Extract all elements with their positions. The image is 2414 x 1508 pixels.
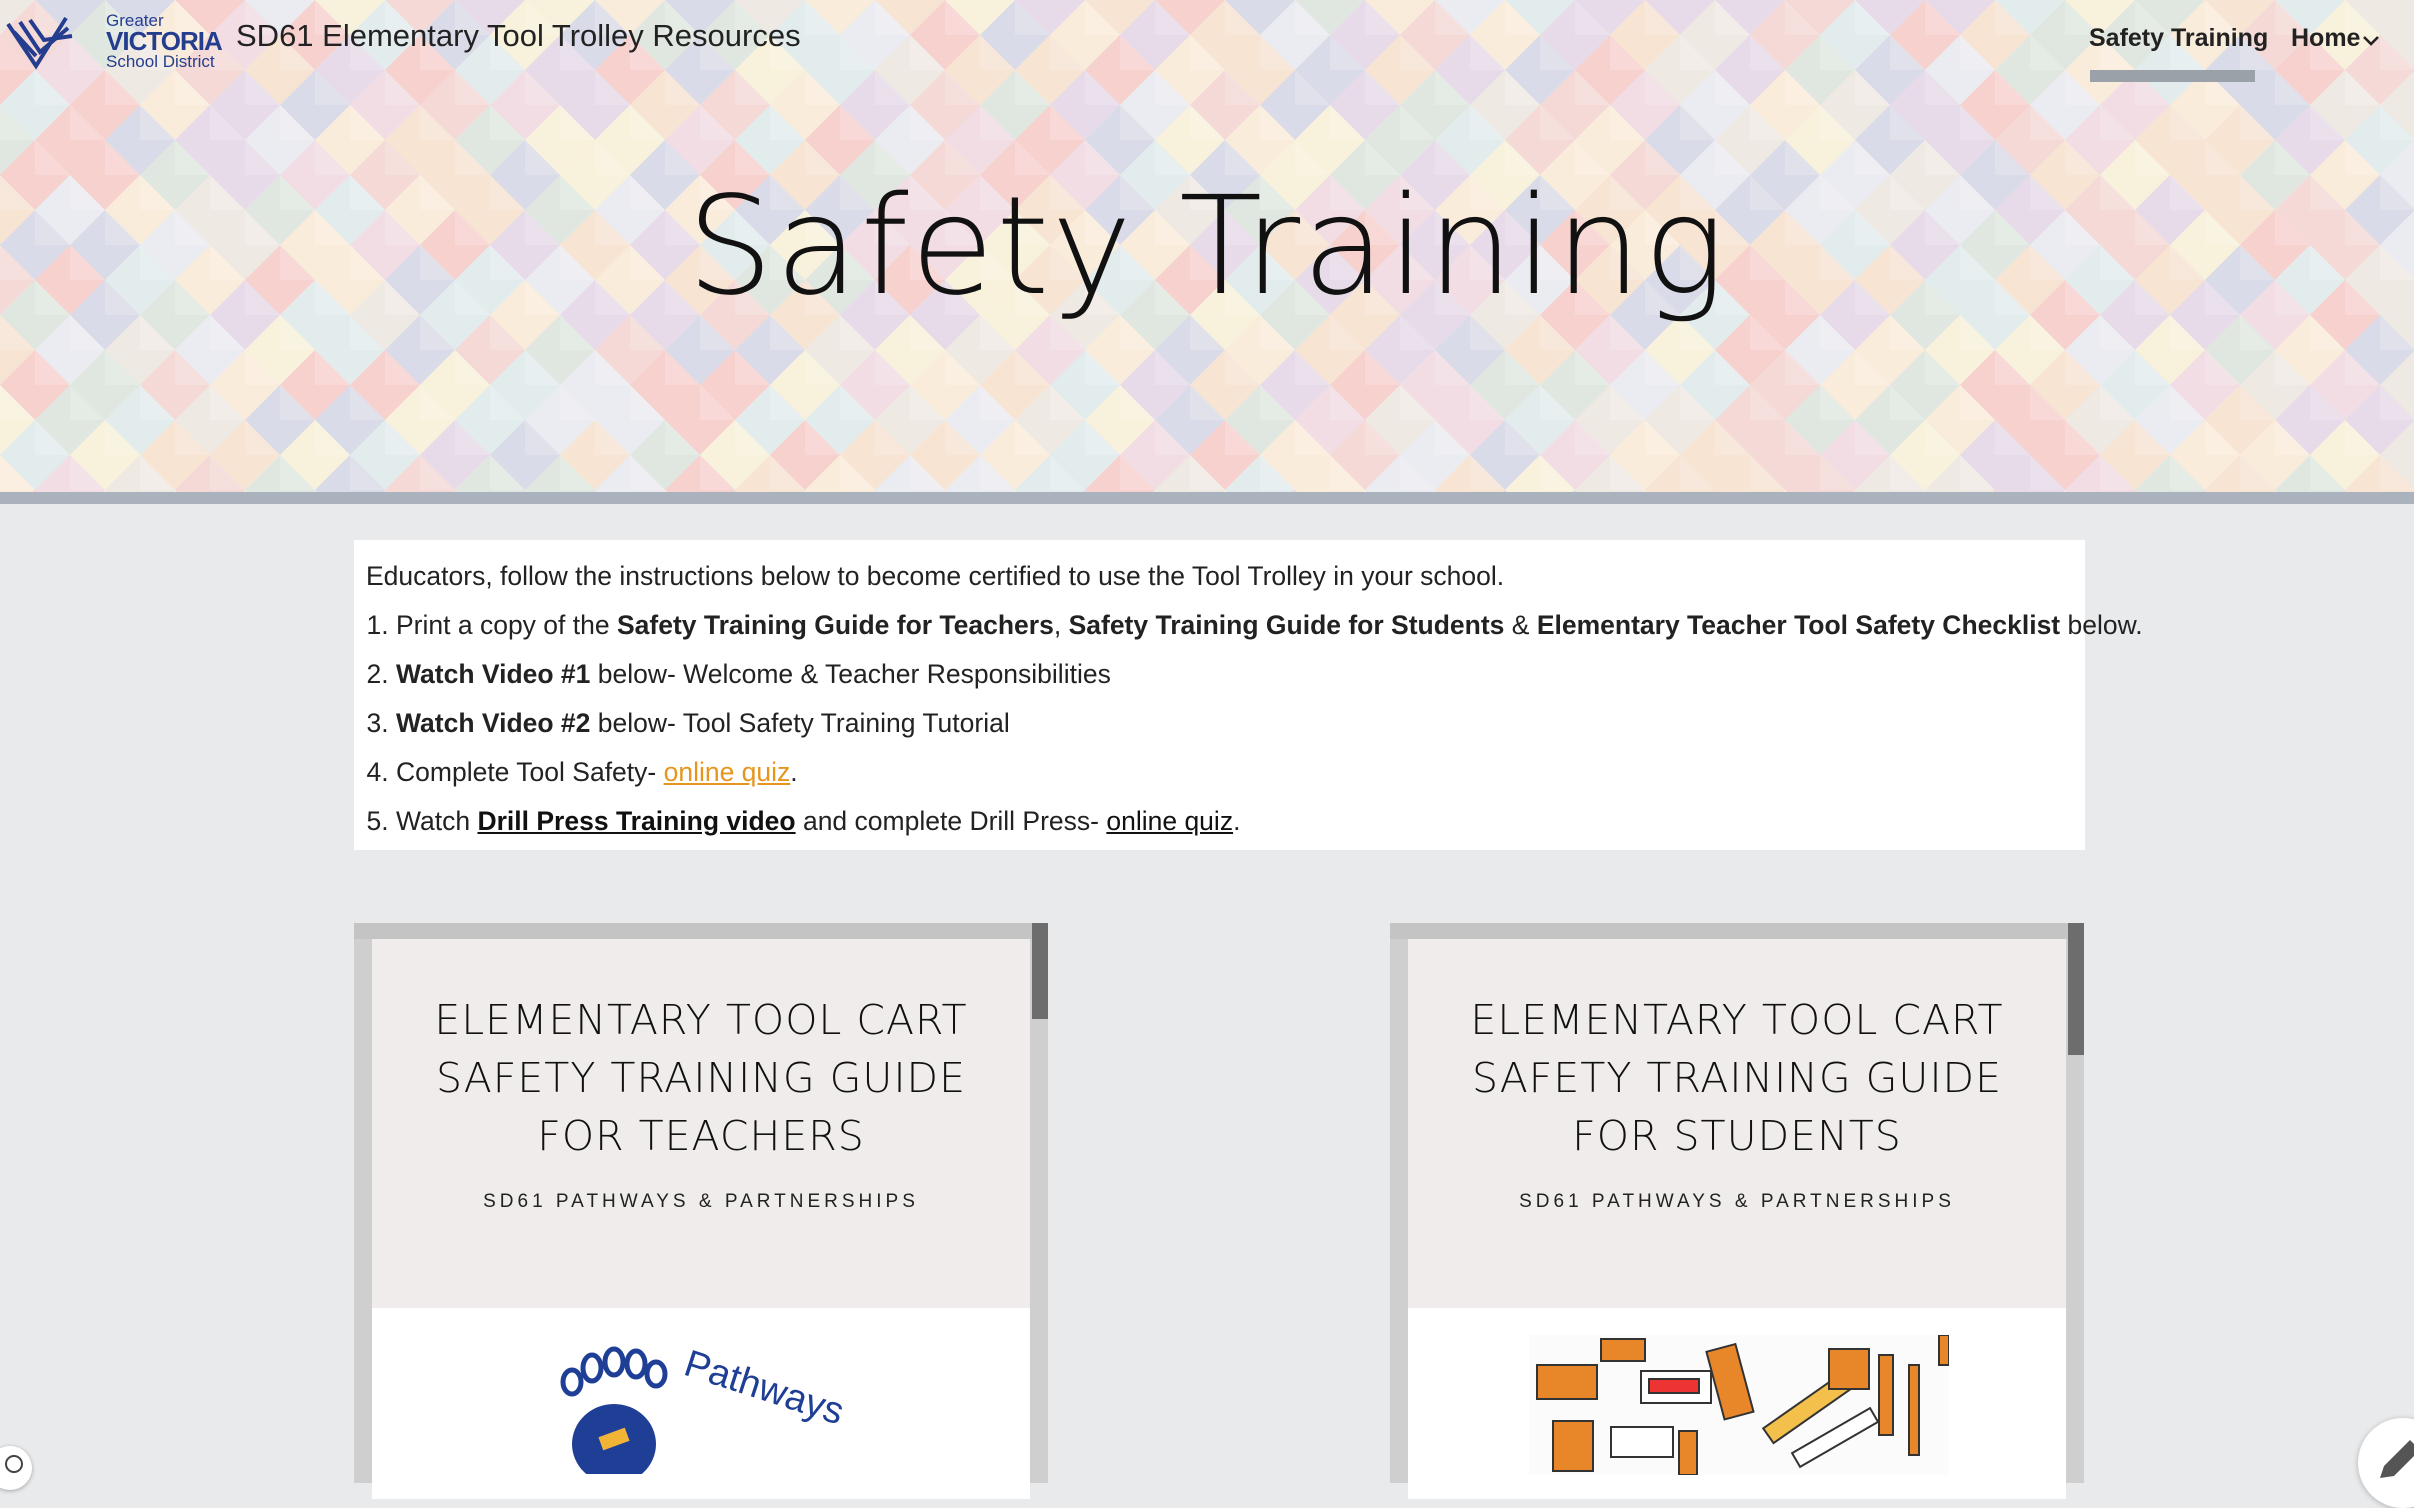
edit-button[interactable] [2358,1418,2414,1508]
step1-doc-teachers: Safety Training Guide for Teachers [616,610,1054,640]
step4-prefix: Complete Tool Safety- [396,757,664,787]
step1-doc-checklist: Elementary Teacher Tool Safety Checklist [1536,610,2061,640]
logo-line-2: VICTORIA [106,26,222,56]
document-cover [1408,939,2066,1308]
document-page [372,939,1030,1499]
step3-rest: below- Tool Safety Training Tutorial [590,708,1010,738]
instruction-step-1 [396,601,2143,650]
instruction-step-3 [396,699,2073,748]
document-title-line-2: SAFETY TRAINING GUIDE [1471,1054,2003,1102]
document-subtitle: SD61 PATHWAYS & PARTNERSHIPS [1519,1191,1955,1212]
step1-sep2: & [1504,610,1537,640]
instructions-list [366,601,2143,846]
embed-scrollbar-thumb[interactable] [2068,923,2084,1055]
nav-item-home[interactable]: Home [2291,24,2361,52]
step1-sep1: , [1053,610,1069,640]
step1-doc-students: Safety Training Guide for Students [1068,610,1505,640]
drill-press-video-link[interactable]: Drill Press Training video [477,806,796,836]
document-title [1408,991,2066,1165]
pencil-icon [2370,1432,2414,1492]
banner-divider [0,492,2414,504]
drill-press-quiz-link[interactable]: online quiz [1106,806,1234,836]
embed-scrollbar-thumb[interactable] [1032,923,1048,1019]
step4-suffix: . [790,757,798,787]
page-title: Safety Training [686,168,1728,326]
nav-item-safety-training[interactable]: Safety Training [2089,24,2269,52]
step2-bold: Watch Video #1 [396,659,591,689]
logo-line-3: School District [106,52,215,71]
tool-safety-quiz-link[interactable]: online quiz [663,757,791,787]
document-subtitle: SD61 PATHWAYS & PARTNERSHIPS [483,1191,919,1212]
info-icon [4,1452,28,1476]
step5-prefix: Watch [396,806,478,836]
instruction-step-5 [396,797,2073,846]
header-banner [0,0,2414,492]
step1-suffix: below. [2060,610,2143,640]
document-title-line-1: ELEMENTARY TOOL CART [1470,996,2004,1044]
document-title-line-3: FOR STUDENTS [1572,1112,1902,1160]
instructions-box [354,540,2143,850]
chevron-down-icon[interactable] [2362,32,2380,50]
school-district-logo[interactable] [6,6,222,72]
step5-mid2: Drill Press- [969,806,1107,836]
logo-line-1: Greater [106,11,164,30]
logo-wordmark [106,12,222,70]
site-title[interactable]: SD61 Elementary Tool Trolley Resources [236,18,801,53]
step2-rest: below- Welcome & Teacher Responsibilities [590,659,1111,689]
instruction-step-4 [396,748,2073,797]
teacher-guide-embed[interactable] [354,923,1048,1483]
document-title-line-1: ELEMENTARY TOOL CART [434,996,968,1044]
step5-suffix: . [1233,806,1241,836]
document-cover [372,939,1030,1308]
step1-prefix: Print a copy of the [396,610,617,640]
pathways-logo-text: Pathways [679,1342,849,1434]
nav-active-indicator [2090,70,2255,82]
embed-top-edge [354,923,1048,939]
student-guide-embed[interactable] [1390,923,2084,1483]
document-title-line-2: SAFETY TRAINING GUIDE [435,1054,967,1102]
document-title-line-3: FOR TEACHERS [537,1112,865,1160]
victoria-logo-icon [6,6,106,72]
document-page [1408,939,2066,1499]
step5-middle: and complete [795,806,970,836]
instruction-step-2 [396,650,2073,699]
step3-bold: Watch Video #2 [396,708,591,738]
tools-pattern-image [1529,1335,1949,1475]
site-info-button[interactable] [0,1446,32,1490]
instructions-intro: Educators, follow the instructions below to become certified to use the Tool Trolley in your school. [366,561,1505,591]
embed-top-edge [1390,923,2084,939]
document-title [372,991,1030,1165]
pathways-logo-icon [552,1334,852,1474]
